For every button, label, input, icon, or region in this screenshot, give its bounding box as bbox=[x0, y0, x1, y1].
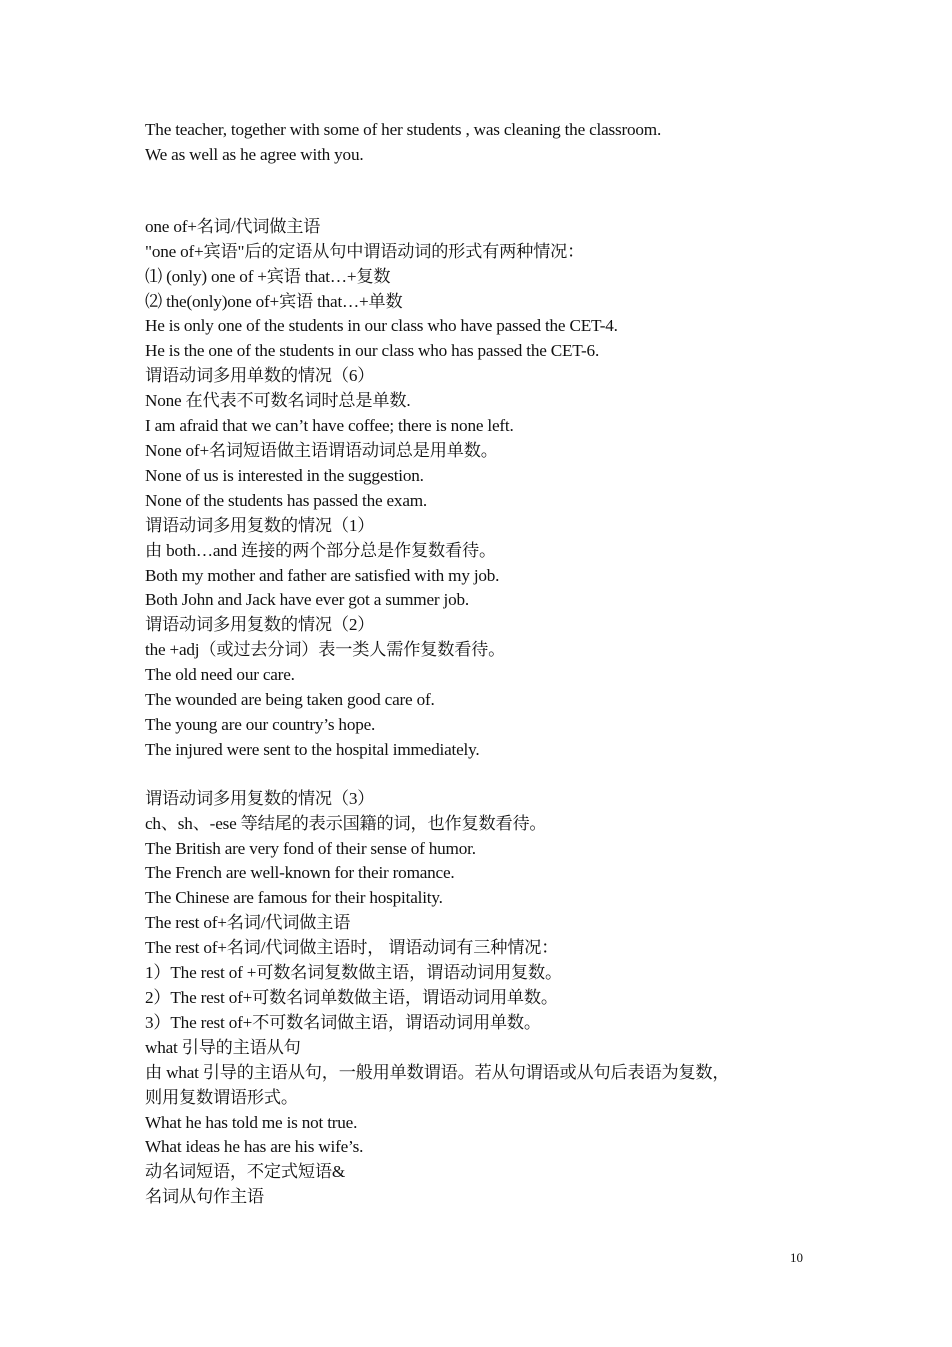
text-line: 由 what 引导的主语从句，一般用单数谓语。若从句谓语或从句后表语为复数， bbox=[145, 1062, 730, 1082]
section-heading: 动名词短语，不定式短语& bbox=[145, 1162, 346, 1182]
text-line: 3）The rest of+不可数名词做主语，谓语动词用单数。 bbox=[145, 1012, 541, 1032]
text-line: ch、sh、-ese 等结尾的表示国籍的词，也作复数看待。 bbox=[145, 813, 547, 833]
section-heading: 谓语动词多用复数的情况（2） bbox=[145, 615, 375, 635]
example-sentence: I am afraid that we can’t have coffee; there is none left. bbox=[145, 416, 514, 436]
page-content bbox=[145, 118, 825, 1210]
example-sentence: The wounded are being taken good care of. bbox=[145, 690, 435, 710]
example-sentence: None of the students has passed the exam. bbox=[145, 490, 428, 510]
section-heading: 名词从句作主语 bbox=[145, 1187, 264, 1207]
example-sentence: What ideas he has are his wife’s. bbox=[145, 1137, 364, 1157]
example-sentence: Both John and Jack have ever got a summer job. bbox=[145, 590, 469, 610]
example-sentence: The young are our country’s hope. bbox=[145, 714, 376, 734]
example-sentence: He is the one of the students in our class who has passed the CET-6. bbox=[145, 341, 600, 361]
text-line: ⑵ the(only)one of+宾语 that…+单数 bbox=[145, 291, 403, 311]
text-line: 2）The rest of+可数名词单数做主语，谓语动词用单数。 bbox=[145, 988, 558, 1007]
example-sentence: The Chinese are famous for their hospitality. bbox=[145, 888, 443, 908]
text-line: None 在代表不可数名词时总是单数. bbox=[145, 391, 411, 411]
section-heading: 谓语动词多用单数的情况（6） bbox=[145, 366, 375, 386]
section-heading: 谓语动词多用复数的情况（3） bbox=[145, 788, 375, 808]
page-number: 10 bbox=[790, 1250, 803, 1265]
text-line: None of+名词短语做主语谓语动词总是用单数。 bbox=[145, 440, 498, 460]
example-sentence: Both my mother and father are satisfied with my job. bbox=[145, 565, 500, 585]
example-sentence: The British are very fond of their sense of humor. bbox=[145, 838, 476, 858]
section-heading: The rest of+名词/代词做主语 bbox=[145, 913, 351, 933]
text-line: We as well as he agree with you. bbox=[145, 144, 364, 164]
text-line: The teacher, together with some of her students , was cleaning the classroom. bbox=[145, 120, 662, 139]
example-sentence: He is only one of the students in our class who have passed the CET-4. bbox=[145, 316, 618, 336]
paragraph-gap bbox=[145, 168, 825, 215]
example-sentence: The French are well-known for their romance. bbox=[145, 863, 455, 883]
text-line: The rest of+名词/代词做主语时， 谓语动词有三种情况： bbox=[145, 938, 559, 958]
section-heading: one of+名词/代词做主语 bbox=[145, 216, 321, 236]
text-line: 则用复数谓语形式。 bbox=[145, 1087, 298, 1107]
text-line: 1）The rest of +可数名词复数做主语，谓语动词用复数。 bbox=[145, 963, 562, 983]
example-sentence: The old need our care. bbox=[145, 665, 295, 685]
paragraph-gap bbox=[145, 763, 825, 787]
text-line: 由 both…and 连接的两个部分总是作复数看待。 bbox=[145, 540, 496, 560]
example-sentence: None of us is interested in the suggestion. bbox=[145, 465, 424, 485]
text-line: "one of+宾语"后的定语从句中谓语动词的形式有两种情况： bbox=[145, 241, 585, 261]
section-heading: what 引导的主语从句 bbox=[145, 1037, 301, 1057]
example-sentence: What he has told me is not true. bbox=[145, 1112, 358, 1132]
section-heading: 谓语动词多用复数的情况（1） bbox=[145, 515, 375, 535]
example-sentence: The injured were sent to the hospital immediately. bbox=[145, 739, 480, 759]
text-line: ⑴ (only) one of +宾语 that…+复数 bbox=[145, 266, 391, 286]
text-line: the +adj（或过去分词）表一类人需作复数看待。 bbox=[145, 640, 506, 660]
